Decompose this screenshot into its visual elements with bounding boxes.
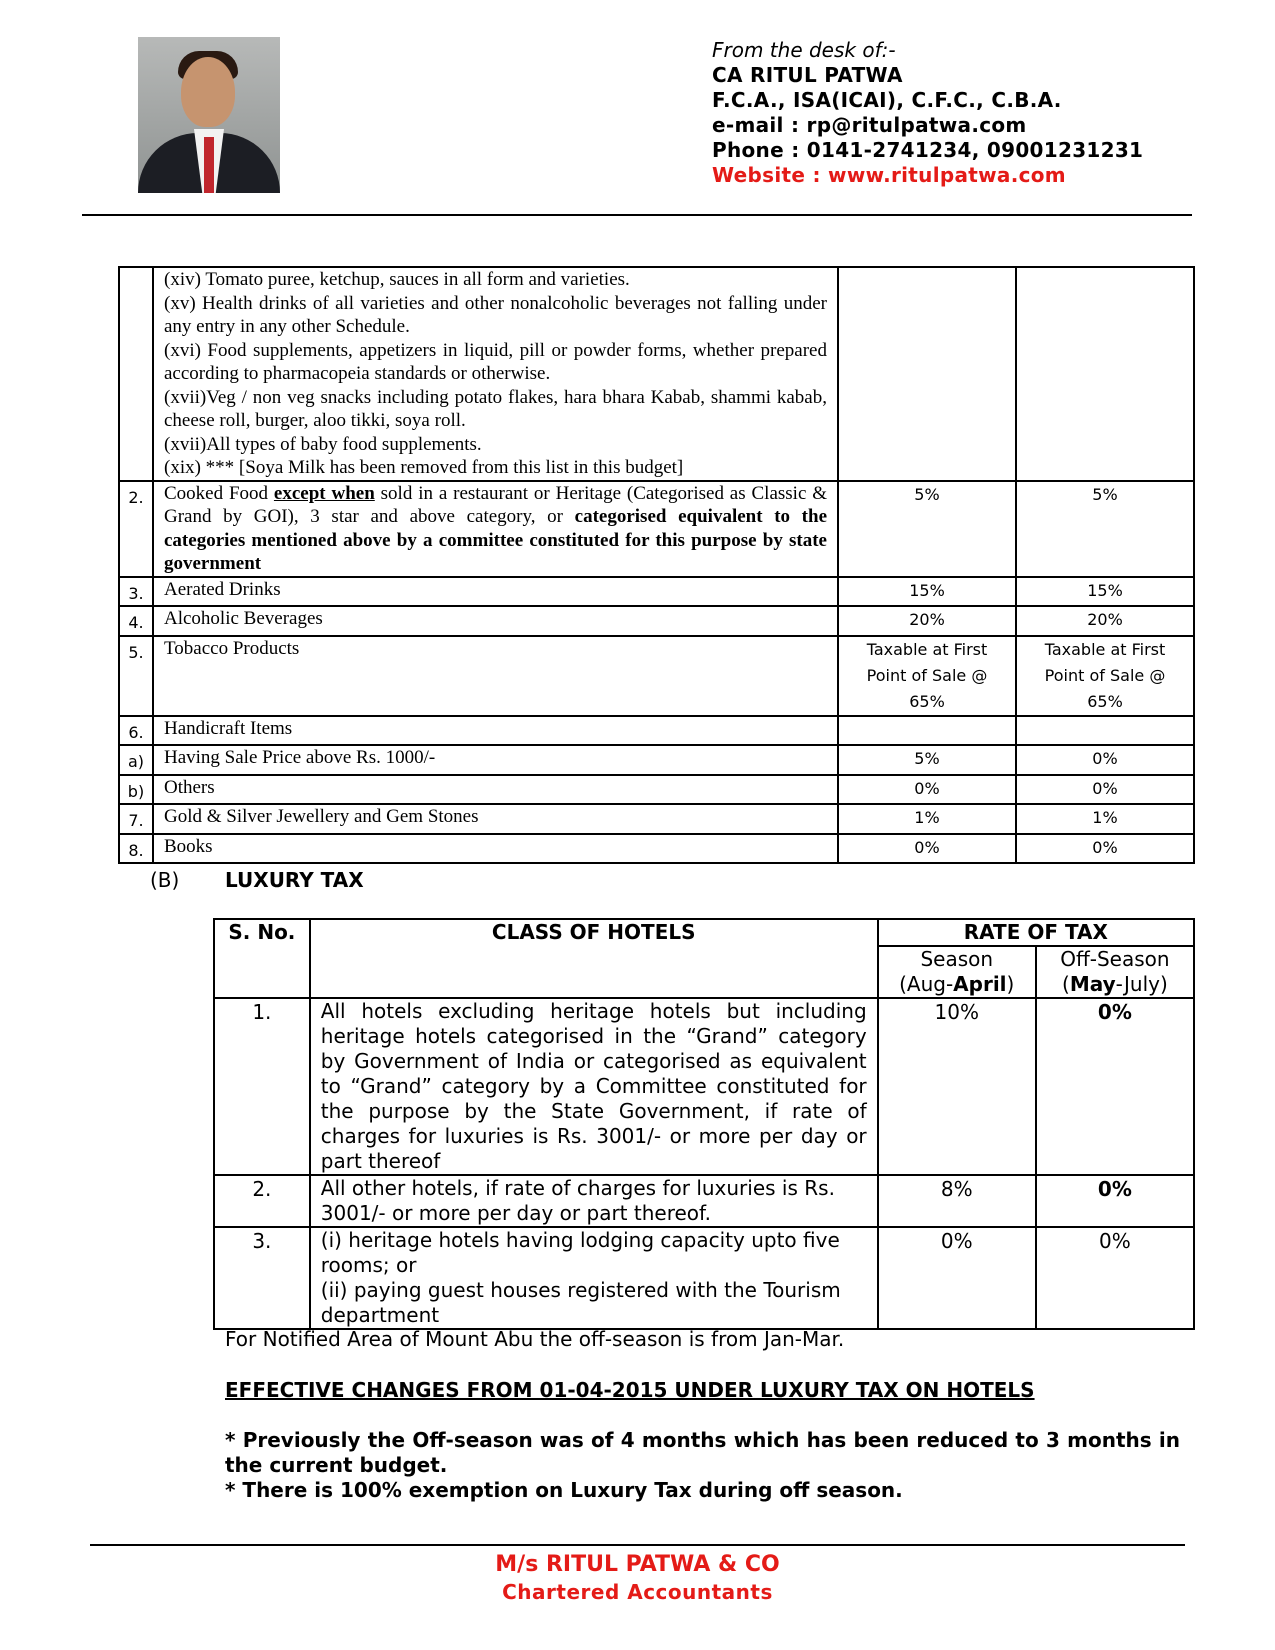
vat-rates-table bbox=[118, 266, 1195, 864]
firm-subtitle: Chartered Accountants bbox=[502, 1580, 773, 1604]
rate-cell: 20% bbox=[1016, 606, 1194, 636]
serial-number: 6. bbox=[119, 716, 153, 746]
letterhead bbox=[712, 38, 1143, 188]
list-item: (xiv) Tomato puree, ketchup, sauces in all form and varieties. bbox=[164, 269, 630, 290]
table-row bbox=[119, 804, 1194, 834]
serial-number: 2. bbox=[119, 481, 153, 577]
table-header-row bbox=[214, 919, 1194, 946]
hotel-class-description: All hotels excluding heritage hotels but including heritage hotels categorised in the “Grand” category by Government of India or categorised as equivalent to “Grand” category by a Committee constituted for the purpose by the State Government, if rate of charges for luxuries is Rs. 3001/- or more per day or part thereof bbox=[310, 998, 878, 1175]
table-row bbox=[119, 481, 1194, 577]
rate-cell: 0% bbox=[1016, 834, 1194, 864]
table-row bbox=[119, 577, 1194, 607]
col-header-class: CLASS OF HOTELS bbox=[310, 919, 878, 998]
table-row bbox=[119, 636, 1194, 716]
list-item: (xvii)All types of baby food supplements. bbox=[164, 433, 482, 455]
website-line: Website : www.ritulpatwa.com bbox=[712, 163, 1066, 187]
table-row bbox=[119, 267, 1194, 481]
serial-number: b) bbox=[119, 775, 153, 805]
item-description: Books bbox=[153, 834, 838, 864]
season-rate: 8% bbox=[878, 1175, 1036, 1227]
table-row bbox=[119, 716, 1194, 746]
serial-number: 3. bbox=[214, 1227, 310, 1329]
rate-cell: Taxable at First Point of Sale @ 65% bbox=[1016, 636, 1194, 716]
list-item: * Previously the Off-season was of 4 months which has been reduced to 3 months in the current budget. bbox=[225, 1428, 1180, 1477]
effective-changes-heading: EFFECTIVE CHANGES FROM 01-04-2015 UNDER LUXURY TAX ON HOTELS bbox=[225, 1378, 1035, 1402]
hotel-class-description: All other hotels, if rate of charges for luxuries is Rs. 3001/- or more per day or part thereof. bbox=[310, 1175, 878, 1227]
changes-list bbox=[225, 1428, 1180, 1503]
footer-divider bbox=[90, 1544, 1185, 1546]
item-description: Alcoholic Beverages bbox=[153, 606, 838, 636]
col-header-season: Season (Aug-April) bbox=[878, 946, 1036, 998]
hotel-class-description: (i) heritage hotels having lodging capacity upto five rooms; or (ii) paying guest houses registered with the Tourism department bbox=[310, 1227, 878, 1329]
list-item: (xix) *** [Soya Milk has been removed from this list in this budget] bbox=[164, 457, 684, 478]
table-row bbox=[119, 745, 1194, 775]
rate-cell bbox=[838, 716, 1016, 746]
section-heading bbox=[150, 868, 364, 892]
serial-number: 8. bbox=[119, 834, 153, 864]
section-title: LUXURY TAX bbox=[225, 868, 364, 892]
phone-line: Phone : 0141-2741234, 09001231231 bbox=[712, 138, 1144, 162]
item-description: Others bbox=[153, 775, 838, 805]
rate-cell: 15% bbox=[1016, 577, 1194, 607]
list-item: (xvi) Food supplements, appetizers in liquid, pill or powder forms, whether prepared according to pharmacopeia standards or otherwise. bbox=[164, 339, 827, 384]
serial-number: 5. bbox=[119, 636, 153, 716]
rate-cell: 5% bbox=[838, 745, 1016, 775]
serial-number: 7. bbox=[119, 804, 153, 834]
rate-cell bbox=[1016, 716, 1194, 746]
rate-cell: 1% bbox=[1016, 804, 1194, 834]
list-item: (xv) Health drinks of all varieties and other nonalcoholic beverages not falling under any entry in any other Schedule. bbox=[164, 292, 827, 337]
offseason-rate: 0% bbox=[1036, 1227, 1194, 1329]
rate-cell: 0% bbox=[838, 775, 1016, 805]
rate-cell: 0% bbox=[1016, 775, 1194, 805]
luxury-tax-table bbox=[213, 918, 1195, 1330]
rate-cell: Taxable at First Point of Sale @ 65% bbox=[838, 636, 1016, 716]
item-description: Handicraft Items bbox=[153, 716, 838, 746]
offseason-rate: 0% bbox=[1036, 998, 1194, 1175]
list-item: * There is 100% exemption on Luxury Tax during off season. bbox=[225, 1478, 903, 1502]
item-description: Gold & Silver Jewellery and Gem Stones bbox=[153, 804, 838, 834]
col-header-offseason: Off-Season (May-July) bbox=[1036, 946, 1194, 998]
serial-number: a) bbox=[119, 745, 153, 775]
rate-cell: 0% bbox=[1016, 745, 1194, 775]
rate-cell: 5% bbox=[838, 481, 1016, 577]
mount-abu-note: For Notified Area of Mount Abu the off-season is from Jan-Mar. bbox=[225, 1327, 845, 1351]
season-rate: 0% bbox=[878, 1227, 1036, 1329]
serial-number: 1. bbox=[214, 998, 310, 1175]
table-row bbox=[214, 998, 1194, 1175]
serial-number: 4. bbox=[119, 606, 153, 636]
item-description: Tobacco Products bbox=[153, 636, 838, 716]
serial-number: 3. bbox=[119, 577, 153, 607]
table-row bbox=[119, 834, 1194, 864]
col-header-sno: S. No. bbox=[214, 919, 310, 998]
offseason-rate: 0% bbox=[1036, 1175, 1194, 1227]
season-rate: 10% bbox=[878, 998, 1036, 1175]
section-label: (B) bbox=[150, 868, 180, 892]
table-row bbox=[214, 1227, 1194, 1329]
item-description: Cooked Food except when sold in a restaurant or Heritage (Categorised as Classic & Grand by GOI), 3 star and above category, or categorised equivalent to the categories mentioned above by a committee constituted for this purpose by state government bbox=[153, 481, 838, 577]
profile-photo bbox=[138, 37, 280, 193]
rate-cell: 0% bbox=[838, 834, 1016, 864]
rate-cell: 1% bbox=[838, 804, 1016, 834]
rate-cell: 20% bbox=[838, 606, 1016, 636]
email-line: e-mail : rp@ritulpatwa.com bbox=[712, 113, 1027, 137]
table-row bbox=[214, 1175, 1194, 1227]
firm-name: M/s RITUL PATWA & CO bbox=[495, 1552, 780, 1577]
desk-line: From the desk of:- bbox=[712, 38, 896, 62]
rate-cell: 5% bbox=[1016, 481, 1194, 577]
table-row bbox=[119, 606, 1194, 636]
col-header-rate: RATE OF TAX bbox=[878, 919, 1194, 946]
serial-number: 2. bbox=[214, 1175, 310, 1227]
header-divider bbox=[82, 214, 1192, 216]
item-description: Aerated Drinks bbox=[153, 577, 838, 607]
item-description: Having Sale Price above Rs. 1000/- bbox=[153, 745, 838, 775]
list-item: (xvii)Veg / non veg snacks including potato flakes, hara bhara Kabab, shammi kabab, cheese roll, burger, aloo tikki, soya roll. bbox=[164, 386, 827, 431]
qualifications: F.C.A., ISA(ICAI), C.F.C., C.B.A. bbox=[712, 88, 1062, 112]
item-list bbox=[153, 267, 838, 481]
table-row bbox=[119, 775, 1194, 805]
rate-cell: 15% bbox=[838, 577, 1016, 607]
author-name: CA RITUL PATWA bbox=[712, 63, 903, 87]
